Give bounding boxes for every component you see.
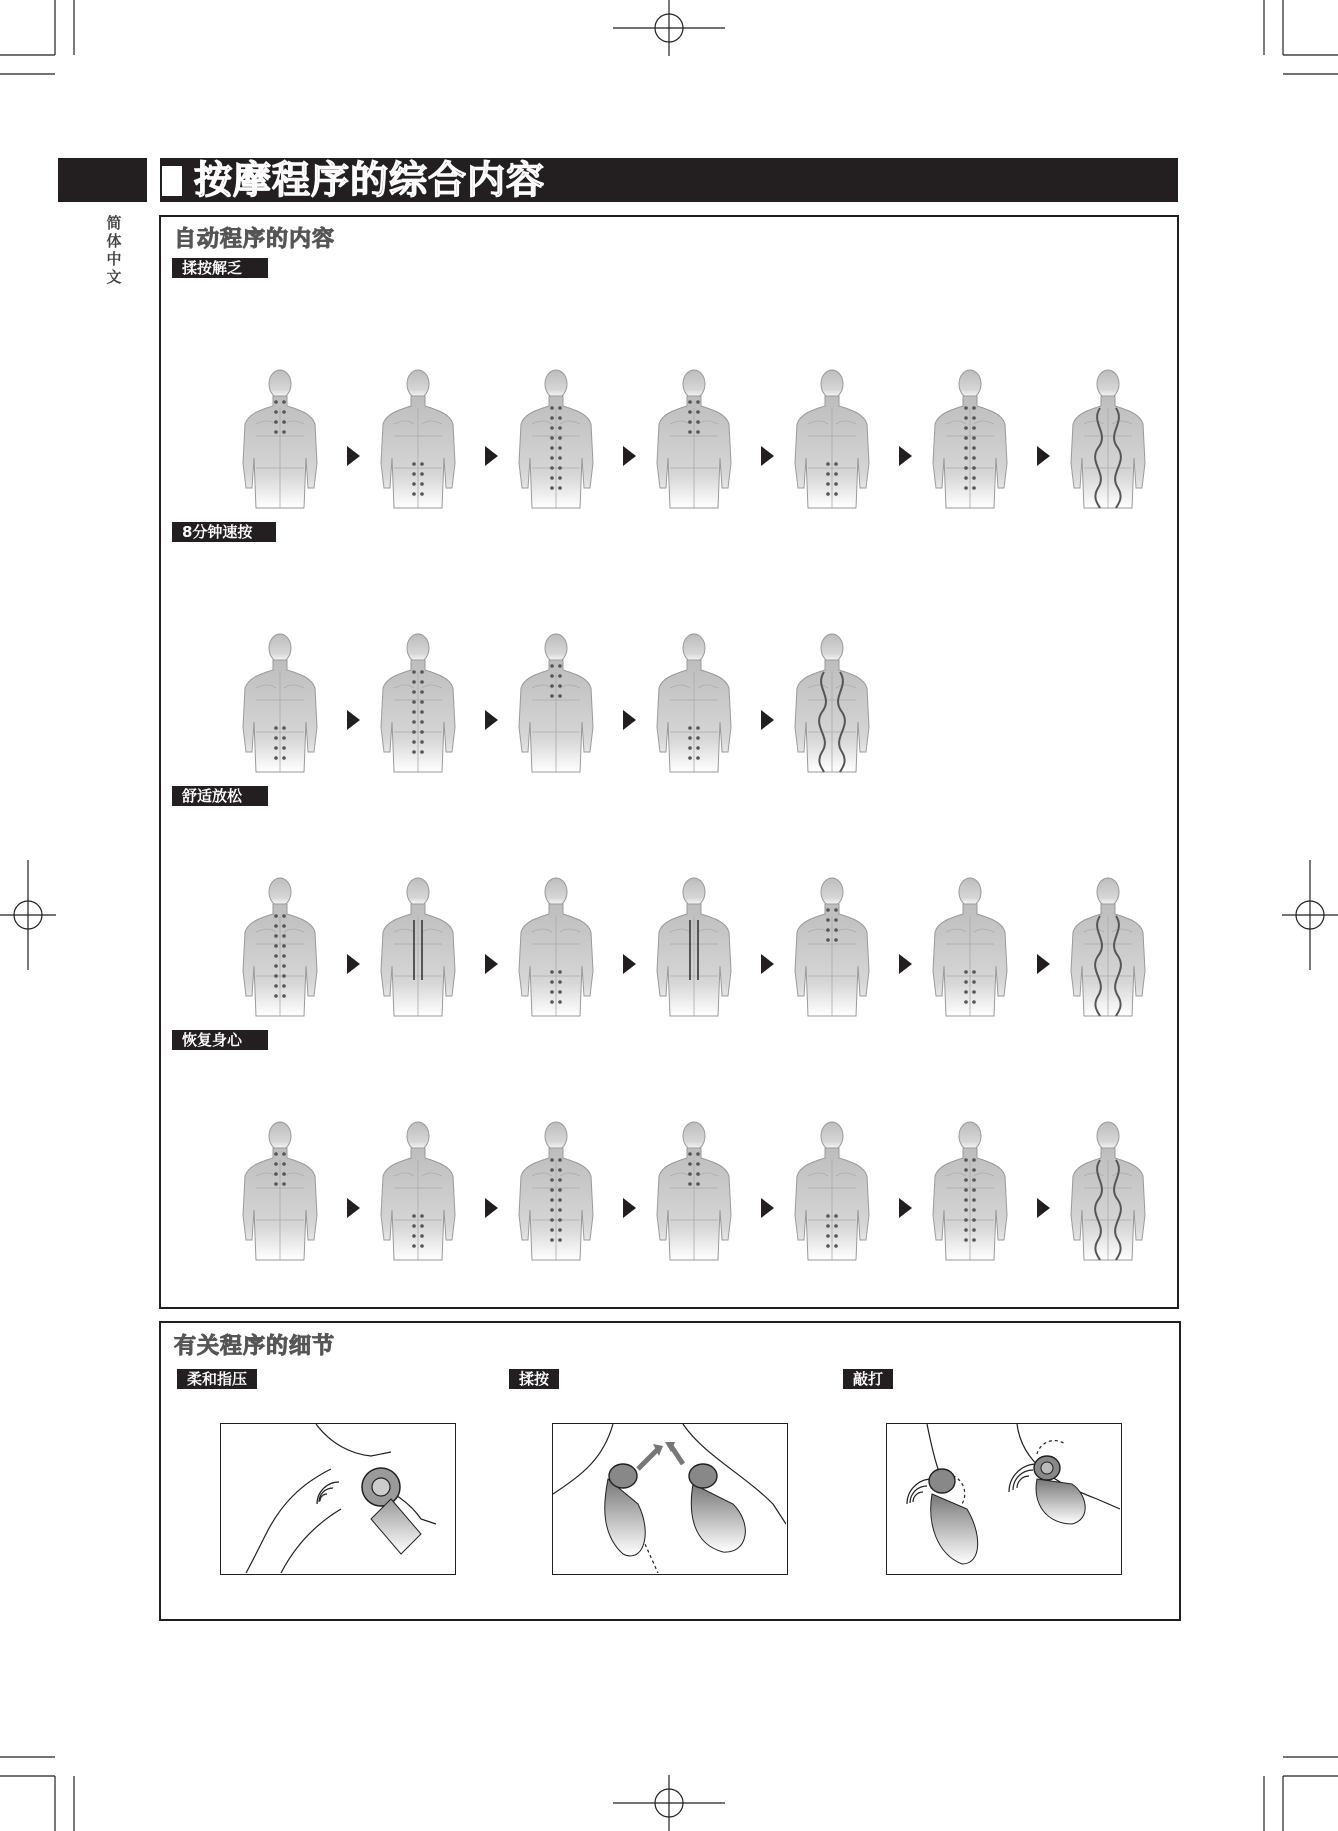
wave-massage-figure xyxy=(792,632,872,784)
next-step-arrow-icon xyxy=(1037,446,1050,466)
next-step-arrow-icon xyxy=(347,710,360,730)
roll-massage-figure xyxy=(654,876,734,1028)
point-massage-figure xyxy=(654,632,734,784)
wave-massage-figure xyxy=(1068,368,1148,520)
next-step-arrow-icon xyxy=(761,710,774,730)
kneading-drawing xyxy=(553,1424,786,1573)
next-step-arrow-icon xyxy=(1037,1198,1050,1218)
language-side-tab: 简体中文 xyxy=(106,214,122,286)
point-massage-figure xyxy=(378,632,458,784)
point-massage-figure xyxy=(516,632,596,784)
program-tag: 恢复身心 xyxy=(172,1030,268,1050)
next-step-arrow-icon xyxy=(899,954,912,974)
detail-tag-tapping: 敲打 xyxy=(843,1369,893,1389)
next-step-arrow-icon xyxy=(485,710,498,730)
program-tag: 8分钟速按 xyxy=(172,522,276,542)
next-step-arrow-icon xyxy=(347,1198,360,1218)
point-massage-figure xyxy=(792,368,872,520)
point-massage-figure xyxy=(654,1120,734,1272)
next-step-arrow-icon xyxy=(623,446,636,466)
next-step-arrow-icon xyxy=(761,954,774,974)
next-step-arrow-icon xyxy=(623,710,636,730)
next-step-arrow-icon xyxy=(485,1198,498,1218)
wave-massage-figure xyxy=(1068,876,1148,1028)
next-step-arrow-icon xyxy=(899,446,912,466)
point-massage-figure xyxy=(516,1120,596,1272)
point-massage-figure xyxy=(240,632,320,784)
point-massage-figure xyxy=(516,876,596,1028)
next-step-arrow-icon xyxy=(623,1198,636,1218)
auto-section-title: 自动程序的内容 xyxy=(174,227,336,252)
shiatsu-drawing xyxy=(221,1424,454,1573)
detail-tag-shiatsu: 柔和指压 xyxy=(177,1369,257,1389)
page-header xyxy=(160,158,1178,202)
point-massage-figure xyxy=(930,876,1010,1028)
next-step-arrow-icon xyxy=(485,446,498,466)
next-step-arrow-icon xyxy=(347,954,360,974)
program-tag: 舒适放松 xyxy=(172,786,268,806)
roll-massage-figure xyxy=(378,876,458,1028)
tapping-illustration xyxy=(886,1423,1122,1575)
point-massage-figure xyxy=(654,368,734,520)
next-step-arrow-icon xyxy=(485,954,498,974)
point-massage-figure xyxy=(792,1120,872,1272)
point-massage-figure xyxy=(378,1120,458,1272)
point-massage-figure xyxy=(930,1120,1010,1272)
point-massage-figure xyxy=(378,368,458,520)
point-massage-figure xyxy=(792,876,872,1028)
next-step-arrow-icon xyxy=(347,446,360,466)
program-tag: 揉按解乏 xyxy=(172,258,268,278)
point-massage-figure xyxy=(240,368,320,520)
tapping-drawing xyxy=(887,1424,1120,1573)
kneading-illustration xyxy=(552,1423,788,1575)
page-title: 按摩程序的综合内容 xyxy=(194,158,546,202)
next-step-arrow-icon xyxy=(1037,954,1050,974)
detail-section-title: 有关程序的细节 xyxy=(174,1334,336,1359)
detail-tag-kneading: 揉按 xyxy=(509,1369,559,1389)
point-massage-figure xyxy=(930,368,1010,520)
point-massage-figure xyxy=(240,876,320,1028)
next-step-arrow-icon xyxy=(761,446,774,466)
next-step-arrow-icon xyxy=(623,954,636,974)
shiatsu-illustration xyxy=(220,1423,456,1575)
point-massage-figure xyxy=(240,1120,320,1272)
wave-massage-figure xyxy=(1068,1120,1148,1272)
header-square-marker xyxy=(162,166,182,196)
point-massage-figure xyxy=(516,368,596,520)
next-step-arrow-icon xyxy=(899,1198,912,1218)
next-step-arrow-icon xyxy=(761,1198,774,1218)
side-black-bar xyxy=(58,158,147,202)
